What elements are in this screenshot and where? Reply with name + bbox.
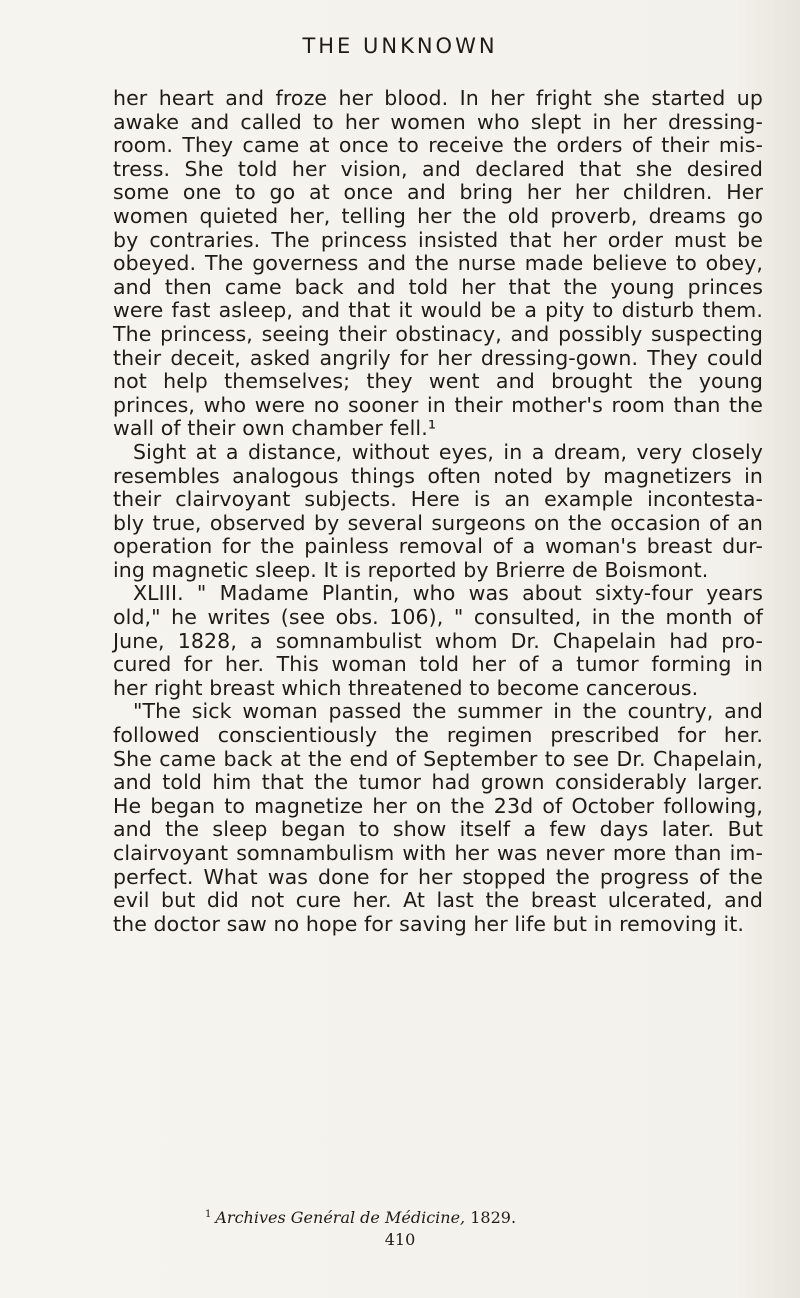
text-line: tress. She told her vision, and declared that she desired	[113, 156, 763, 181]
text-line: wall of their own chamber fell.¹	[113, 416, 437, 441]
text-line: operation for the painless removal of a woman's breast dur-	[113, 534, 763, 559]
page-number: 410	[384, 1230, 416, 1249]
text-line: bly true, observed by several surgeons on the occasion of an	[113, 510, 763, 535]
footnote-year: 1829.	[470, 1208, 517, 1227]
text-line: were fast asleep, and that it would be a pity to disturb them.	[113, 298, 763, 323]
footnote	[205, 1208, 516, 1227]
text-line: perfect. What was done for her stopped the progress of the	[113, 864, 763, 889]
text-line: room. They came at once to receive the orders of their mis-	[113, 133, 763, 158]
footnote-marker: 1	[205, 1209, 212, 1220]
text-line: her heart and froze her blood. In her fright she started up	[113, 86, 763, 110]
text-line: not help themselves; they went and brought the young	[113, 369, 763, 394]
text-line: princes, who were no sooner in their mother's room than the	[113, 392, 763, 417]
text-line: their deceit, asked angrily for her dressing-gown. They could	[113, 345, 763, 370]
text-line: their clairvoyant subjects. Here is an example incontesta-	[113, 487, 763, 512]
text-line: obeyed. The governess and the nurse made believe to obey,	[113, 251, 763, 276]
text-line: some one to go at once and bring her her children. Her	[113, 180, 763, 205]
text-line: resembles analogous things often noted by magnetizers in	[113, 463, 763, 488]
text-line: and then came back and told her that the young princes	[113, 274, 763, 299]
text-line: evil but did not cure her. At last the breast ulcerated, and	[113, 888, 763, 913]
text-line: She came back at the end of September to see Dr. Chapelain,	[113, 746, 763, 771]
text-line: and the sleep began to show itself a few days later. But	[113, 817, 763, 842]
text-line: "The sick woman passed the summer in the country, and	[133, 699, 763, 724]
text-line: and told him that the tumor had grown considerably larger.	[113, 770, 763, 795]
text-line: ing magnetic sleep. It is reported by Brierre de Boismont.	[113, 557, 709, 582]
text-line: the doctor saw no hope for saving her life but in removing it.	[113, 911, 745, 936]
text-line: XLIII. " Madame Plantin, who was about sixty-four years	[133, 581, 763, 606]
text-line: cured for her. This woman told her of a tumor forming in	[113, 652, 763, 677]
text-line: old," he writes (see obs. 106), " consulted, in the month of	[113, 605, 763, 630]
body-text	[113, 87, 763, 936]
text-line: The princess, seeing their obstinacy, and possibly suspecting	[113, 321, 763, 346]
text-line: June, 1828, a somnambulist whom Dr. Chapelain had pro-	[113, 628, 763, 653]
text-line: Sight at a distance, without eyes, in a dream, very closely	[133, 439, 763, 464]
text-line: her right breast which threatened to become cancerous.	[113, 675, 699, 700]
text-line: by contraries. The princess insisted that her order must be	[113, 227, 763, 252]
text-line: He began to magnetize her on the 23d of October following,	[113, 793, 763, 818]
text-line: clairvoyant somnambulism with her was never more than im-	[113, 841, 763, 865]
text-line: women quieted her, telling her the old proverb, dreams go	[113, 203, 763, 228]
running-head: THE UNKNOWN	[302, 34, 498, 58]
footnote-source: Archives Genéral de Médicine,	[215, 1208, 466, 1227]
text-line: followed conscientiously the regimen prescribed for her.	[113, 723, 763, 748]
text-line: awake and called to her women who slept in her dressing-	[113, 109, 763, 134]
